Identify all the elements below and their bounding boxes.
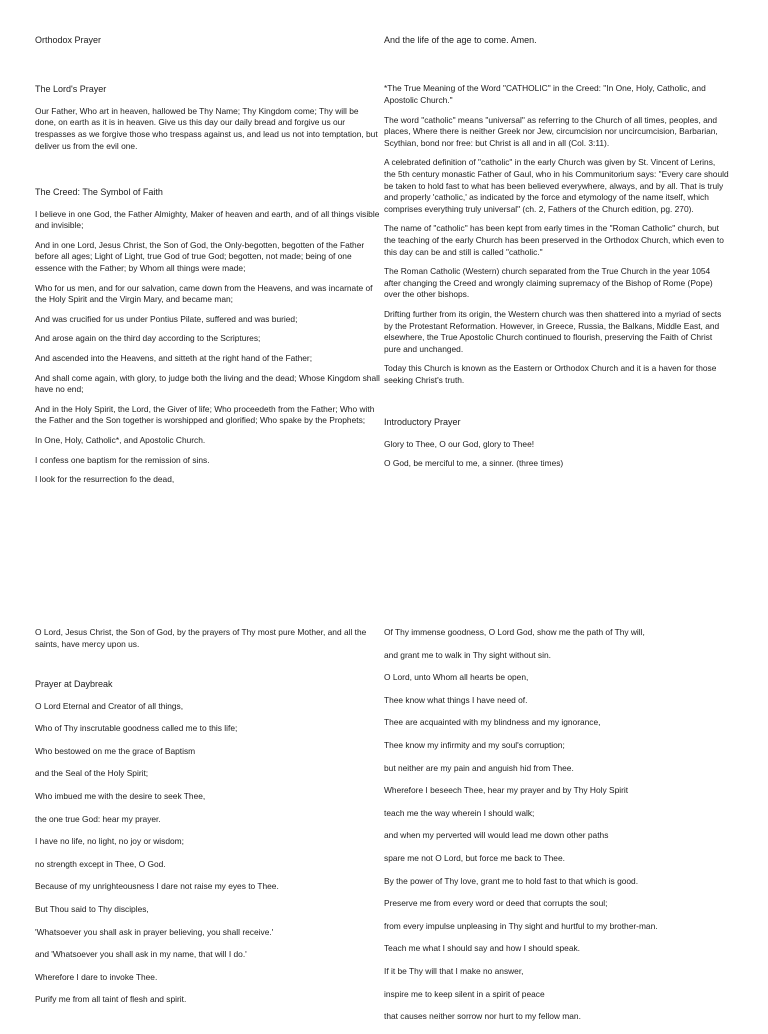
prayer-line: from every impulse unpleasing in Thy sight and hurtful to my brother-man. xyxy=(384,920,658,931)
footnote-paragraph: *The True Meaning of the Word "CATHOLIC" in the Creed: "In One, Holy, Catholic, and Apostolic Church." xyxy=(384,83,706,105)
prayer-line: teach me the way wherein I should walk; xyxy=(384,807,535,818)
footnote-paragraph: Drifting further from its origin, the Western church was then shattered into a myriad of sects by the Protestant Reformation. However, in Greece, Russia, the Balkans, Middle East, and elsewhere, the True Apostolic Church continued to flourish, preserving the Faith of Christ pure and unchanged. xyxy=(384,308,722,354)
prayer-line: O Lord, unto Whom all hearts be open, xyxy=(384,672,529,683)
bottom-right-column xyxy=(384,627,729,1034)
prayer-line: Of Thy immense goodness, O Lord God, show me the path of Thy will, xyxy=(384,627,645,637)
creed-heading: The Creed: The Symbol of Faith xyxy=(35,187,163,198)
prayer-line: Thee are acquainted with my blindness and my ignorance, xyxy=(384,717,601,728)
daybreak-prayer-line: But Thou said to Thy disciples, xyxy=(35,903,149,914)
bottom-left-column xyxy=(35,627,380,1017)
daybreak-prayer-line: Who of Thy inscrutable goodness called me to this life; xyxy=(35,723,238,734)
daybreak-prayer-line: the one true God: hear my prayer. xyxy=(35,813,161,824)
creed-paragraph: Who for us men, and for our salvation, came down from the Heavens, and was incarnate of the Holy Spirit and the Virgin Mary, and became man; xyxy=(35,282,373,305)
daybreak-prayer-line: Who imbued me with the desire to seek Thee, xyxy=(35,790,206,801)
creed-paragraph: I look for the resurrection fo the dead, xyxy=(35,474,175,485)
creed-paragraph: And was crucified for us under Pontius Pilate, suffered and was buried; xyxy=(35,313,298,324)
document-title: Orthodox Prayer xyxy=(35,35,102,45)
creed-paragraph: And in the Holy Spirit, the Lord, the Giver of life; Who proceedeth from the Father; Who with the Father and the Son together is worshipped and glorified; Who spake by the Prophets; xyxy=(35,403,375,426)
jesus-prayer: O Lord, Jesus Christ, the Son of God, by the prayers of Thy most pure Mother, and all the saints, have mercy upon us. xyxy=(35,627,367,649)
prayer-line: and when my perverted will would lead me down other paths xyxy=(384,830,609,841)
introductory-prayer-line: Glory to Thee, O our God, glory to Thee! xyxy=(384,438,535,449)
creed-paragraph: And shall come again, with glory, to judge both the living and the dead; Whose Kingdom shall have no end; xyxy=(35,372,380,395)
creed-paragraph: And ascended into the Heavens, and sitteth at the right hand of the Father; xyxy=(35,352,313,363)
creed-closing-line: And the life of the age to come. Amen. xyxy=(384,35,537,45)
prayer-line: Preserve me from every word or deed that corrupts the soul; xyxy=(384,898,608,909)
daybreak-prayer-line: Purify me from all taint of flesh and spirit. xyxy=(35,994,187,1005)
prayer-line: If it be Thy will that I make no answer, xyxy=(384,965,524,976)
creed-paragraph: And arose again on the third day according to the Scriptures; xyxy=(35,333,261,344)
daybreak-prayer-line: and 'Whatsoever you shall ask in my name, that will I do.' xyxy=(35,949,247,960)
daybreak-prayer-line: O Lord Eternal and Creator of all things, xyxy=(35,700,184,711)
prayer-line: inspire me to keep silent in a spirit of peace xyxy=(384,988,545,999)
introductory-prayer-lines xyxy=(384,439,729,470)
top-right-column xyxy=(384,34,729,478)
creed-paragraph: I confess one baptism for the remission of sins. xyxy=(35,454,210,465)
daybreak-prayer-line: Who bestowed on me the grace of Baptism xyxy=(35,745,196,756)
footnote-paragraph: The name of "catholic" has been kept from early times in the "Roman Catholic" church, but the teaching of the early Church has been preserved in the Orthodox Church, which even to this day can be and still is called "catholic." xyxy=(384,223,724,257)
prayer-line: Thee know my infirmity and my soul's corruption; xyxy=(384,739,565,750)
prayer-continuation-lines xyxy=(384,627,729,1023)
prayer-line: but neither are my pain and anguish hid from Thee. xyxy=(384,762,574,773)
catholic-footnote xyxy=(384,83,729,386)
daybreak-prayer-line: no strength except in Thee, O God. xyxy=(35,858,166,869)
footnote-paragraph: The Roman Catholic (Western) church separated from the True Church in the year 1054 after changing the Creed and wrongly claiming supremacy of the Bishop of Rome (Pope) over the other bishops. xyxy=(384,266,713,300)
prayer-line: and grant me to walk in Thy sight without sin. xyxy=(384,649,551,660)
daybreak-prayer-line: Because of my unrighteousness I dare not raise my eyes to Thee. xyxy=(35,881,279,892)
lords-prayer-text: Our Father, Who art in heaven, hallowed be Thy Name; Thy Kingdom come; Thy will be done, on earth as it is in heaven. Give us this day our daily bread and forgive us our trespasses as we forgive those who trespass against us, and lead us not into temptation, but deliver us from the evil one. xyxy=(35,105,378,151)
daybreak-prayer-heading: Prayer at Daybreak xyxy=(35,679,113,690)
creed-paragraph: And in one Lord, Jesus Christ, the Son of God, the Only-begotten, begotten of the Father before all ages; Light of Light, true God of true God; begotten, not made; being of one essence with the Father; by Whom all things were made; xyxy=(35,239,365,273)
daybreak-prayer-lines xyxy=(35,701,380,1006)
prayer-line: Teach me what I should say and how I should speak. xyxy=(384,943,580,954)
top-left-column xyxy=(35,34,380,494)
creed-paragraph: I believe in one God, the Father Almighty, Maker of heaven and earth, and of all things visible and invisible; xyxy=(35,208,380,231)
prayer-line: that causes neither sorrow nor hurt to my fellow man. xyxy=(384,1011,581,1022)
footnote-paragraph: A celebrated definition of "catholic" in the early Church was given by St. Vincent of Lerins, the 5th century monastic Father of Gaul, who in his Communitorium says: "Every care should be taken to hold fast to what has been believed everywhere, always, and by all. That is truly and properly 'catholic,' as indicated by the force and etymology of the name itself, which comprises everything truly universal" (ch. 2, Fathers of the Church edition, pg. 270). xyxy=(384,157,729,214)
prayer-line: Thee know what things I have need of. xyxy=(384,694,528,705)
footnote-paragraph: The word "catholic" means "universal" as referring to the Church of all times, peoples, and places, Where there is neither Greek nor Jew, circumcision nor uncircumcision, Barbarian, Scythian, bond nor free: but Christ is all and in all (Col. 3:11). xyxy=(384,114,718,148)
daybreak-prayer-line: I have no life, no light, no joy or wisdom; xyxy=(35,836,184,847)
introductory-prayer-line: O God, be merciful to me, a sinner. (three times) xyxy=(384,458,564,469)
prayer-line: Wherefore I beseech Thee, hear my prayer and by Thy Holy Spirit xyxy=(384,785,629,796)
creed-paragraphs xyxy=(35,209,380,486)
creed-paragraph: In One, Holy, Catholic*, and Apostolic Church. xyxy=(35,434,206,445)
daybreak-prayer-line: and the Seal of the Holy Spirit; xyxy=(35,768,149,779)
prayer-line: By the power of Thy love, grant me to hold fast to that which is good. xyxy=(384,875,639,886)
introductory-prayer-heading: Introductory Prayer xyxy=(384,417,461,428)
footnote-paragraph: Today this Church is known as the Eastern or Orthodox Church and it is a haven for those seeking Christ's truth. xyxy=(384,363,717,385)
daybreak-prayer-line: 'Whatsoever you shall ask in prayer believing, you shall receive.' xyxy=(35,926,274,937)
prayer-line: spare me not O Lord, but force me back to Thee. xyxy=(384,852,565,863)
lords-prayer-heading: The Lord's Prayer xyxy=(35,84,107,95)
daybreak-prayer-line: Wherefore I dare to invoke Thee. xyxy=(35,971,158,982)
